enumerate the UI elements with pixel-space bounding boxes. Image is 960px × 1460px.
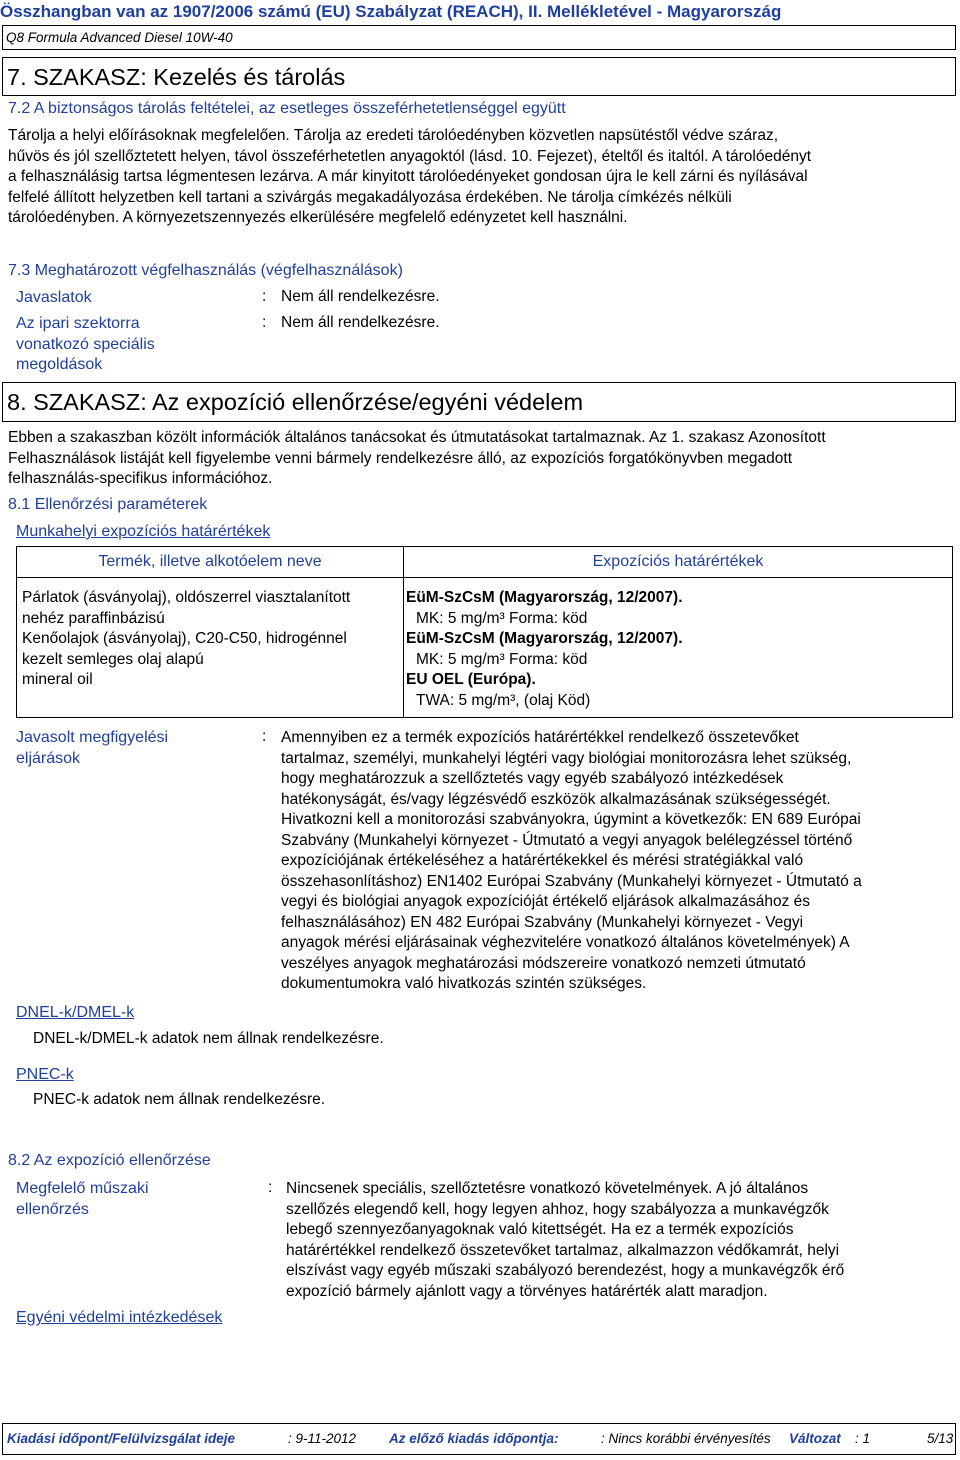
version-label: Változat — [789, 1431, 841, 1446]
table-header-limits: Expozíciós határértékek — [404, 547, 953, 578]
table-row — [17, 578, 953, 718]
recommendations-value: Nem áll rendelkezésre. — [281, 288, 440, 305]
exposure-limits-table — [16, 546, 953, 718]
section-7-title: 7. SZAKASZ: Kezelés és tárolás — [2, 57, 956, 96]
recommendations-label: Javaslatok — [16, 289, 92, 306]
colon: : — [262, 288, 267, 305]
product-name: Q8 Formula Advanced Diesel 10W-40 — [2, 25, 956, 50]
colon: : — [262, 728, 267, 745]
table-header-name: Termék, illetve alkotóelem neve — [17, 547, 404, 578]
exposure-limits-heading: Munkahelyi expozíciós határértékek — [16, 523, 271, 540]
section-8-intro: Ebben a szakaszban közölt információk általános tanácsokat és útmutatásokat tartalmaznak. Az 1. szakasz Azonosított Felhasználások listáját kell figyelembe venni bármely rendelkezésre álló, az expozíciós forgatókönyvben megadott felhasználás-specifikus információhoz. — [8, 429, 826, 487]
subsection-7-2-title: 7.2 A biztonságos tárolás feltételei, az esetleges összeférhetetlenséggel együtt — [8, 100, 566, 117]
storage-conditions-text: Tárolja a helyi előírásoknak megfelelően. Tárolja az eredeti tárolóedényben közvetlen napsütéstől védve száraz, hűvös és jól szellőztetett helyen, távol összeférhetetlen anyagoktól (lásd. 10. Fejezet), ételtől és italtól. A tárolóedényt a felhasználásig tartsa légmentesen lezárva. A már kinyitott tárolóedényeket gondosan újra le kell zárni és nyílásával felfelé állított helyzetben kell tartani a szivárgás megakadályozása érdekében. Ne tárolja címkézés nélküli tárolóedényben. A környezetszennyezés elkerülésére megfelelő edényzetet kell használni. — [8, 127, 812, 226]
engineering-controls-text: Nincsenek speciális, szellőztetésre vonatkozó követelmények. A jó általános szellőzés elegendő kell, hogy legyen ahhoz, hogy szabályozza a munkavégzők lebegő szennyezőanyagoknak való kitettségét. Ha ez a termék expozíciós határértékkel rendelkező összetevőket tartalmaz, alkalmazzon védőkamrát, helyi elszívást vagy egyéb műszaki szabályozó berendezést, hogy a munkavégzők érő expozíció bármely ajánlott vagy a törvényes határérték alatt maradjon. — [286, 1180, 845, 1300]
monitoring-procedures-text: Amennyiben ez a termék expozíciós határértékkel rendelkező összetevőket tartalmaz, személyi, munkahelyi légtéri vagy biológiai monitorozásra lehet szükség, hogy meghatározzuk a szellőztetés vagy egyéb szabályozó intézkedések hatékonyságát, és/vagy légzésvédő eszközök alkalmazásának szükségességét. Hivatkozni kell a monitorozási szabványokra, úgymint a következők: EN 689 Európai Szabvány (Munkahelyi környezet - Útmutató a vegyi anyagok belélegzéssel történő expozíciójának értékeléséhez a határértékekkel és mérési stratégiákkal való összehasonlításhoz) EN1402 Európai Szabvány (Munkahelyi környezet - Útmutató a vegyi és biológiai anyagok expozícióját értékelő eljárások alkalmazásához és felhasználásához) EN 482 Európai Szabvány (Munkahelyi környezet - Vegyi anyagok mérési eljárásainak véghezvitelére vonatkozó általános követelmények) A veszélyes anyagok meghatározási módszereire vonatkozó nemzeti útmutató dokumentumokra való hivatkozás szintén szükséges. — [281, 729, 862, 992]
monitoring-procedures-label: Javasolt megfigyelési eljárások — [16, 729, 169, 767]
dnel-text: DNEL-k/DMEL-k adatok nem állnak rendelkezésre. — [33, 1030, 384, 1047]
subsection-7-3-title: 7.3 Meghatározott végfelhasználás (végfelhasználások) — [8, 262, 403, 279]
industrial-solutions-value: Nem áll rendelkezésre. — [281, 314, 440, 331]
engineering-controls-label: Megfelelő műszaki ellenőrzés — [16, 1180, 149, 1218]
colon: : — [268, 1179, 273, 1196]
page-footer — [2, 1423, 956, 1455]
page-number: 5/13 — [927, 1431, 954, 1446]
component-names: Párlatok (ásványolaj), oldószerrel viasztalanított nehéz paraffinbázisú Kenőolajok (ásványolaj), C20-C50, hidrogénnel kezelt semleges olaj alapú mineral oil — [17, 578, 404, 718]
industrial-solutions-label: Az ipari szektorra vonatkozó speciális megoldások — [16, 315, 155, 373]
issue-date-value: : 9-11-2012 — [288, 1431, 357, 1446]
issue-date-label: Kiadási időpont/Felülvizsgálat ideje — [7, 1431, 236, 1446]
exposure-limit-values: EüM-SzCsM (Magyarország, 12/2007). MK: 5 mg/m³ Forma: köd EüM-SzCsM (Magyarország, 12/2007). MK: 5 mg/m³ Forma: köd EU OEL (Európa). TWA: 5 mg/m³, (olaj Köd) — [404, 578, 953, 718]
pnec-heading: PNEC-k — [16, 1066, 74, 1083]
subsection-8-2-title: 8.2 Az expozíció ellenőrzése — [8, 1152, 211, 1169]
subsection-8-1-title: 8.1 Ellenőrzési paraméterek — [8, 496, 208, 513]
section-8-title: 8. SZAKASZ: Az expozíció ellenőrzése/egyéni védelem — [2, 382, 956, 422]
colon: : — [262, 314, 267, 331]
dnel-heading: DNEL-k/DMEL-k — [16, 1004, 135, 1021]
previous-issue-value: : Nincs korábbi érvényesítés — [601, 1431, 771, 1446]
version-value: : 1 — [855, 1431, 871, 1446]
table-header-row — [17, 547, 953, 578]
previous-issue-label: Az előző kiadás időpontja: — [389, 1431, 559, 1446]
document-regulation-title: Összhangban van az 1907/2006 számú (EU) Szabályzat (REACH), II. Mellékletével - Magyarország — [0, 2, 782, 21]
personal-protection-heading: Egyéni védelmi intézkedések — [16, 1309, 223, 1326]
pnec-text: PNEC-k adatok nem állnak rendelkezésre. — [33, 1091, 326, 1108]
